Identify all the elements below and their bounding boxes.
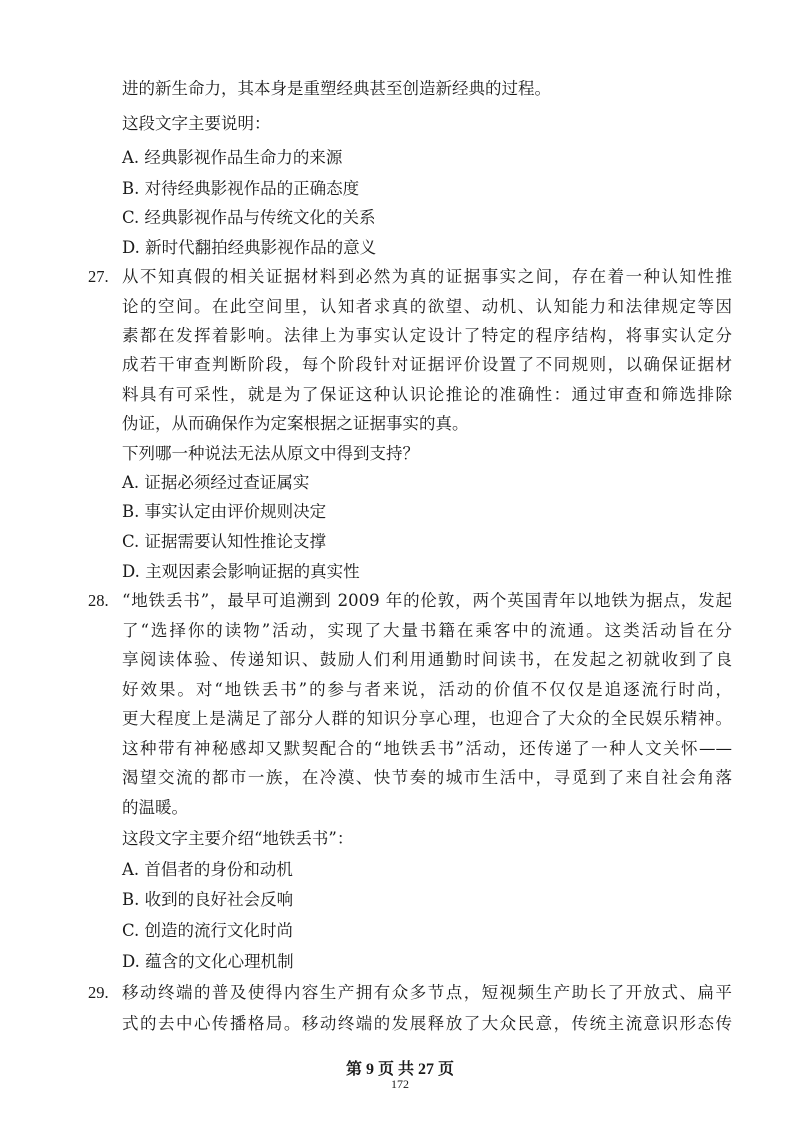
passage-line: 了“选择你的读物”活动，实现了大量书籍在乘客中的流通。这类活动旨在分 <box>122 621 732 640</box>
passage-line: 式的去中心传播格局。移动终端的发展释放了大众民意，传统主流意识形态传 <box>122 1014 732 1033</box>
passage-line: 伪证，从而确保作为定案根据之证据事实的真。 <box>122 414 469 433</box>
question-prompt: 这段文字主要介绍“地铁丢书”： <box>122 829 354 848</box>
question-number: 27. <box>88 267 109 286</box>
passage-line: 移动终端的普及使得内容生产拥有众多节点，短视频生产助长了开放式、扁平 <box>122 983 732 1002</box>
question-number: 28. <box>88 591 109 610</box>
passage-line: 的温暖。 <box>122 798 188 817</box>
option-c: C. 证据需要认知性推论支撑 <box>122 532 327 551</box>
option-b: B. 收到的良好社会反响 <box>122 890 294 909</box>
option-a: A. 证据必须经过查证属实 <box>122 473 310 492</box>
option-b: B. 事实认定由评价规则决定 <box>122 502 327 521</box>
passage-line: “地铁丢书”，最早可追溯到 2009 年的伦敦，两个英国青年以地铁为据点，发起 <box>122 591 732 610</box>
option-c: C. 经典影视作品与传统文化的关系 <box>122 208 376 227</box>
option-d: D. 蕴含的文化心理机制 <box>122 952 294 971</box>
passage-line: 素都在发挥着影响。法律上为事实认定设计了特定的程序结构，将事实认定分 <box>122 326 732 345</box>
question-prompt: 这段文字主要说明： <box>122 114 271 133</box>
passage-line: 论的空间。在此空间里，认知者求真的欲望、动机、认知能力和法律规定等因 <box>122 297 732 316</box>
option-a: A. 首倡者的身份和动机 <box>122 860 293 879</box>
passage-line: 料具有可采性，就是为了保证这种认识论推论的准确性：通过审查和筛选排除 <box>122 385 732 404</box>
passage-line: 好效果。对“地铁丢书”的参与者来说，活动的价值不仅仅是追逐流行时尚， <box>122 680 732 699</box>
passage-line: 享阅读体验、传递知识、鼓励人们利用通勤时间读书，在发起之初就收到了良 <box>122 650 732 669</box>
option-c: C. 创造的流行文化时尚 <box>122 921 294 940</box>
passage-line: 成若干审查判断阶段，每个阶段针对证据评价设置了不同规则，以确保证据材 <box>122 355 732 374</box>
passage-line: 进的新生命力，其本身是重塑经典甚至创造新经典的过程。 <box>122 79 551 98</box>
passage-line: 渴望交流的都市一族，在冷漠、快节奏的城市生活中，寻觅到了来自社会角落 <box>122 768 732 787</box>
passage-line: 更大程度上是满足了部分人群的知识分享心理，也迎合了大众的全民娱乐精神。 <box>122 709 732 728</box>
option-d: D. 新时代翻拍经典影视作品的意义 <box>122 238 377 257</box>
option-b: B. 对待经典影视作品的正确态度 <box>122 179 360 198</box>
scan-page-number: 172 <box>391 1077 409 1091</box>
passage-line: 从不知真假的相关证据材料到必然为真的证据事实之间，存在着一种认知性推 <box>122 267 732 286</box>
question-number: 29. <box>88 983 109 1002</box>
page-indicator: 第 9 页 共 27 页 <box>345 1061 454 1078</box>
option-d: D. 主观因素会影响证据的真实性 <box>122 562 360 581</box>
question-prompt: 下列哪一种说法无法从原文中得到支持？ <box>122 444 419 463</box>
passage-line: 这种带有神秘感却又默契配合的“地铁丢书”活动，还传递了一种人文关怀—— <box>122 739 732 758</box>
option-a: A. 经典影视作品生命力的来源 <box>122 148 343 167</box>
